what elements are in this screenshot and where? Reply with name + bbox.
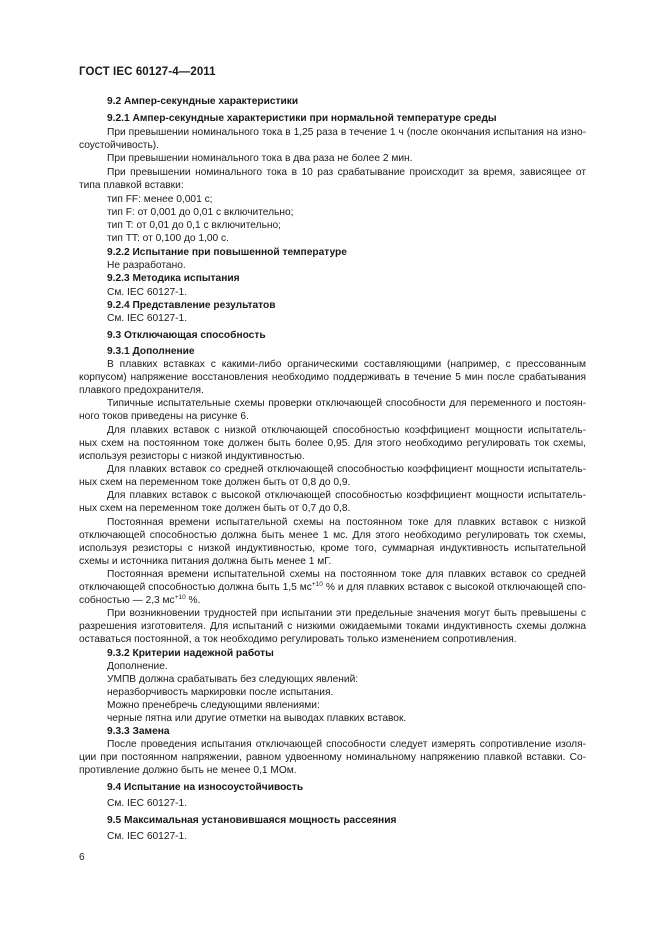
text-line: См. IEC 60127-1. bbox=[107, 287, 188, 298]
text-line: Не разработано. bbox=[107, 260, 186, 271]
text-line: ных схем на переменном токе должен быть от 0,7 до 0,8. bbox=[79, 503, 351, 514]
section-heading: 9.2 Ампер-секундные характеристики bbox=[107, 96, 299, 107]
text-line: См. IEC 60127-1. bbox=[107, 831, 188, 842]
text-line: тип F: от 0,001 до 0,01 с включительно; bbox=[107, 207, 294, 218]
section-heading: 9.2.3 Методика испытания bbox=[107, 273, 240, 284]
text-line: Типичные испытательные схемы проверки отключающей способности для переменного и постоян- bbox=[107, 398, 586, 409]
text-line: собностью — 2,3 $мс^{+10}$ %. bbox=[79, 594, 201, 606]
section-heading: 9.3.2 Критерии надежной работы bbox=[107, 648, 274, 659]
text-line: После проведения испытания отключающей способности следует измерять сопротивление изоля- bbox=[107, 739, 586, 750]
text-line: отключающей способностью должна быть менее 1 мс. Для этого необходимо регулировать ток схемы, bbox=[79, 530, 586, 541]
text-line: типа плавкой вставки: bbox=[79, 180, 184, 191]
text-line: оставаться постоянной, а ток необходимо регулировать только изменением сопротивления. bbox=[79, 634, 517, 645]
section-heading: 9.3.1 Дополнение bbox=[107, 346, 195, 357]
text-line: Дополнение. bbox=[107, 661, 168, 672]
text-line: схемы и источника питания должна быть менее 1 мГ. bbox=[79, 556, 332, 567]
text-line: отключающей способностью должна быть 1,5 $мс^{+10}$ % и для плавких вставок с высокой отключающей спо- bbox=[79, 581, 586, 593]
section-heading: 9.2.1 Ампер-секундные характеристики при нормальной температуре среды bbox=[107, 113, 497, 124]
text-line: При превышении номинального тока в 1,25 раза в течение 1 ч (после окончания испытания на изно- bbox=[107, 127, 586, 138]
text-line: См. IEC 60127-1. bbox=[107, 798, 188, 809]
text-line: тип T: от 0,01 до 0,1 с включительно; bbox=[107, 220, 282, 231]
text-line: Постоянная времени испытательной схемы на постоянном токе для плавких вставок со средней bbox=[107, 569, 586, 580]
text-line: УМПВ должна срабатывать без следующих явлений: bbox=[107, 674, 359, 685]
text-line: При возникновении трудностей при испытании эти предельные значения могут быть превышены с bbox=[107, 608, 586, 619]
text-line: разрешения изготовителя. Для испытаний с низкими ожидаемыми токами индуктивность схемы должна bbox=[79, 621, 586, 632]
text-line: противление должно быть не менее 0,1 МОм. bbox=[79, 765, 297, 776]
superscript-tolerance: +10 bbox=[311, 581, 323, 588]
text-line: используя резисторы с низкой индуктивностью, кроме того, суммарная индуктивность испытательной bbox=[79, 543, 586, 554]
text-line: При превышении номинального тока в два раза не более 2 мин. bbox=[107, 153, 413, 164]
text-line: В плавких вставках с какими-либо органическими составляющими (например, с прессованным bbox=[107, 359, 586, 370]
text-line: Для плавких вставок со средней отключающей способностью коэффициент мощности испытатель- bbox=[107, 464, 586, 475]
text-line: ного токов приведены на рисунке 6. bbox=[79, 411, 249, 422]
text-line: соустойчивость). bbox=[79, 140, 159, 151]
document-header: ГОСТ IEC 60127-4—2011 bbox=[79, 66, 216, 78]
text-line: См. IEC 60127-1. bbox=[107, 313, 188, 324]
superscript-tolerance: +10 bbox=[174, 594, 186, 601]
text-line: ции при постоянном напряжении, равном удвоенному номинальному напряжению плавкой вставки. Со- bbox=[79, 752, 586, 763]
text-line: При превышении номинального тока в 10 раз срабатывание происходит за время, зависящее от bbox=[107, 167, 586, 178]
text-line: тип TT: от 0,100 до 1,00 с. bbox=[107, 233, 229, 244]
text-line: Для плавких вставок с низкой отключающей способностью коэффициент мощности испытатель- bbox=[107, 425, 586, 436]
text-line: Для плавких вставок с высокой отключающей способностью коэффициент мощности испытатель- bbox=[107, 490, 586, 501]
text-line: используя резисторы с низкой индуктивностью. bbox=[79, 451, 305, 462]
section-heading: 9.3 Отключающая способность bbox=[107, 330, 266, 341]
page-number: 6 bbox=[79, 852, 85, 863]
section-heading: 9.3.3 Замена bbox=[107, 726, 170, 737]
text-line: корпусом) напряжение восстановления необходимо поддерживать в течение 5 мин после срабатывания bbox=[79, 372, 586, 383]
section-heading: 9.2.4 Представление результатов bbox=[107, 300, 276, 311]
text-line: неразборчивость маркировки после испытания. bbox=[107, 687, 334, 698]
text-line: Можно пренебречь следующими явлениями: bbox=[107, 700, 320, 711]
section-heading: 9.2.2 Испытание при повышенной температуре bbox=[107, 247, 347, 258]
text-line: Постоянная времени испытательной схемы на постоянном токе для плавких вставок с низкой bbox=[107, 517, 586, 528]
section-heading: 9.5 Максимальная установившаяся мощность рассеяния bbox=[107, 815, 397, 826]
text-line: черные пятна или другие отметки на выводах плавких вставок. bbox=[107, 713, 407, 724]
text-line: ных схем на постоянном токе должен быть более 0,95. Для этого необходимо регулировать ток схемы, bbox=[79, 438, 586, 449]
text-line: плавкого предохранителя. bbox=[79, 385, 204, 396]
text-line: ных схем на переменном токе должен быть от 0,8 до 0,9. bbox=[79, 477, 351, 488]
section-heading: 9.4 Испытание на износоустойчивость bbox=[107, 782, 304, 793]
text-line: тип FF: менее 0,001 с; bbox=[107, 194, 213, 205]
